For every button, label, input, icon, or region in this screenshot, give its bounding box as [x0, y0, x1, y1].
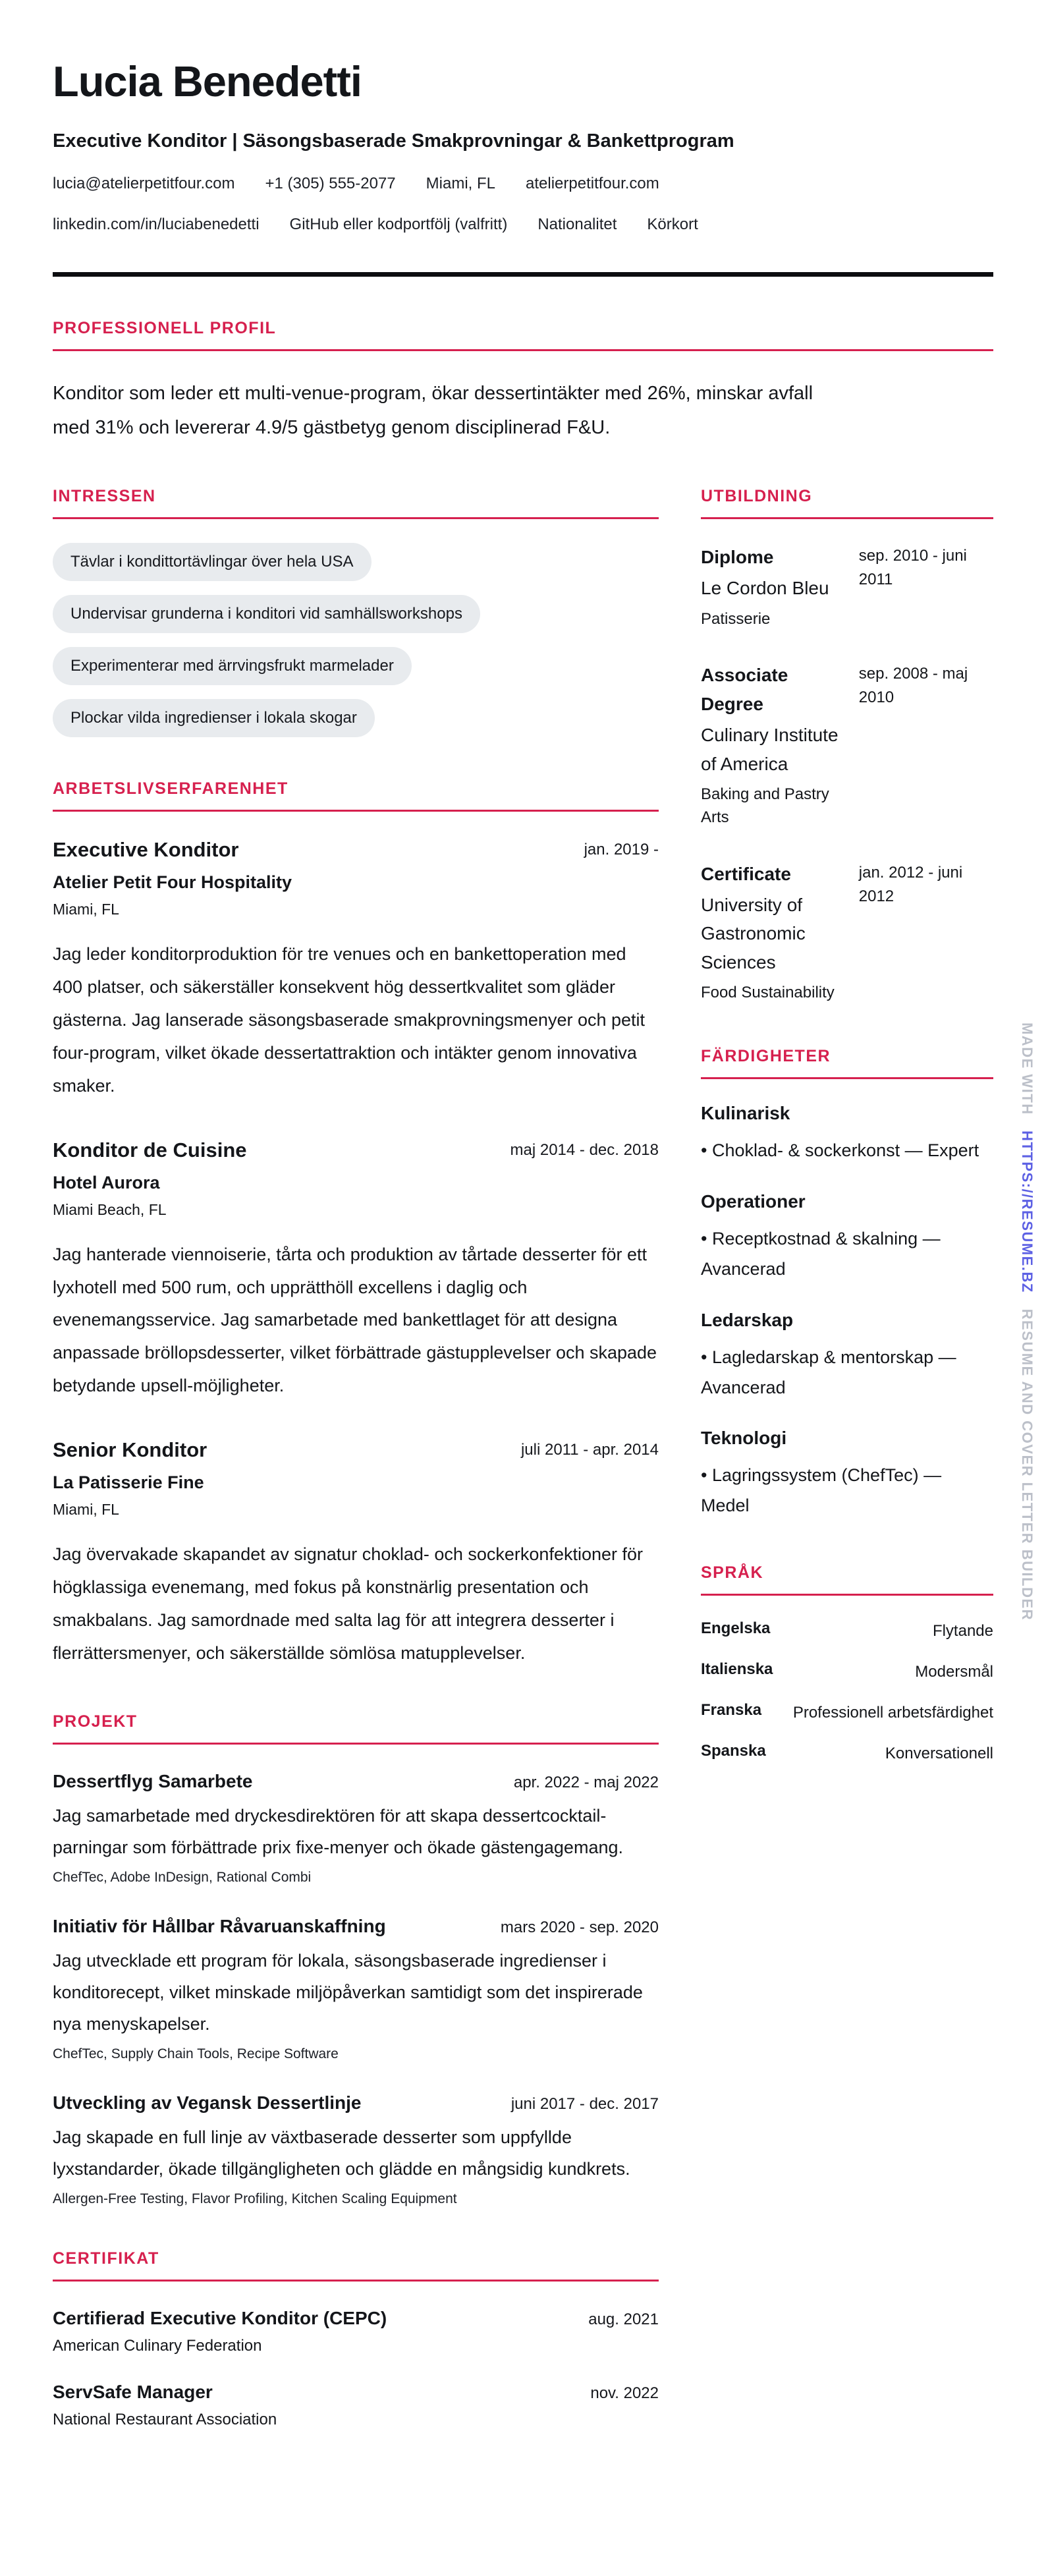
skill-group	[701, 1428, 993, 1521]
certificate-title: ServSafe Manager	[53, 2382, 213, 2403]
interest-pills	[53, 543, 659, 737]
columns	[53, 487, 993, 2455]
interest-pill: Experimenterar med ärrvingsfrukt marmelader	[53, 647, 412, 685]
education-entry	[701, 543, 993, 631]
section-rule	[53, 810, 659, 812]
language-row	[701, 1742, 993, 1766]
contact-item: lucia@atelierpetitfour.com	[53, 174, 235, 192]
section-rule	[53, 517, 659, 519]
job-description: Jag hanterade viennoiserie, tårta och produktion av tårtade desserter för ett lyxhotell med 500 rum, och upprätthöll excellens i daglig och evenemangsservice. Jag samarbetade med bankettlaget för att designa anpassade bröllopsdesserter, vilket förbättrade gästupplevelser och skapade betydande upsell-möjligheter.	[53, 1244, 657, 1396]
education-dates: sep. 2008 - maj 2010	[858, 665, 968, 707]
job-entry	[53, 838, 659, 1103]
section-education	[701, 487, 993, 1005]
certificate-title: Certifierad Executive Konditor (CEPC)	[53, 2308, 387, 2329]
project-title: Initiativ för Hållbar Råvaruanskaffning	[53, 1916, 386, 1937]
job-header-row	[53, 1438, 659, 1462]
contact-item: linkedin.com/in/luciabenedetti	[53, 215, 260, 233]
language-row	[701, 1619, 993, 1643]
section-interests	[53, 487, 659, 737]
section-rule	[53, 2280, 659, 2282]
education-school: Le Cordon Bleu	[701, 578, 829, 599]
skill-category: Ledarskap	[701, 1309, 794, 1330]
contact-item: GitHub eller kodportfölj (valfritt)	[289, 215, 508, 233]
skill-group	[701, 1191, 993, 1285]
job-company: Atelier Petit Four Hospitality	[53, 872, 292, 892]
project-dates: apr. 2022 - maj 2022	[513, 1774, 659, 1791]
certificate-header-row	[53, 2382, 659, 2403]
job-entry	[53, 1438, 659, 1670]
job-list	[53, 838, 659, 1670]
job-location: Miami, FL	[53, 900, 119, 918]
language-row	[701, 1701, 993, 1725]
contact-item: Miami, FL	[426, 174, 495, 192]
certificate-list	[53, 2308, 659, 2429]
education-field: Patisserie	[701, 609, 771, 628]
language-name: Franska	[701, 1701, 762, 1720]
language-list	[701, 1619, 993, 1766]
watermark-prefix: MADE WITH	[1019, 1022, 1035, 1115]
certificate-entry	[53, 2308, 659, 2355]
project-description: Jag skapade en full linje av växtbaserade desserter som uppfyllde lyxstandarder, ökade tillgängligheten och glädde en mångsidig kundkrets.	[53, 2127, 630, 2179]
profile-text: Konditor som leder ett multi-venue-program, ökar dessertintäkter med 26%, minskar avfall med 31% och levererar 4.9/5 gästbetyg genom disciplinerad F&U.	[53, 382, 813, 438]
watermark-suffix: RESUME AND COVER LETTER BUILDER	[1019, 1308, 1035, 1621]
education-dates: jan. 2012 - juni 2012	[858, 863, 963, 905]
project-description: Jag utvecklade ett program för lokala, säsongsbaserade ingredienser i konditorecept, vilket minskade miljöpåverkan samtidigt som det inspirerade nya menyskapelser.	[53, 1951, 643, 2034]
skill-list	[701, 1103, 993, 1521]
education-row	[701, 543, 993, 631]
person-name: Lucia Benedetti	[53, 57, 362, 105]
certificate-entry	[53, 2382, 659, 2429]
builder-watermark	[1018, 1022, 1035, 1621]
project-list	[53, 1771, 659, 2207]
job-header-row	[53, 1138, 659, 1162]
education-main	[701, 543, 843, 631]
education-entry	[701, 860, 993, 1005]
skill-item: • Choklad- & sockerkonst — Expert	[701, 1136, 993, 1166]
project-title: Utveckling av Vegansk Dessertlinje	[53, 2092, 362, 2114]
project-dates: mars 2020 - sep. 2020	[500, 1918, 659, 1937]
job-company: Hotel Aurora	[53, 1172, 160, 1192]
section-heading-projects: PROJEKT	[53, 1712, 138, 1731]
section-skills	[701, 1047, 993, 1521]
section-rule	[53, 349, 993, 351]
section-profile	[53, 319, 993, 445]
education-field: Baking and Pastry Arts	[701, 785, 829, 826]
education-row	[701, 661, 993, 829]
job-title: Konditor de Cuisine	[53, 1138, 247, 1162]
certificate-issuer: American Culinary Federation	[53, 2337, 262, 2355]
skill-item: • Lagringssystem (ChefTec) — Medel	[701, 1461, 993, 1521]
certificate-header-row	[53, 2308, 659, 2329]
section-rule	[53, 1743, 659, 1745]
skill-category: Operationer	[701, 1190, 806, 1212]
project-header-row	[53, 1771, 659, 1792]
project-tools: Allergen-Free Testing, Flavor Profiling, Kitchen Scaling Equipment	[53, 2191, 457, 2207]
contact-item: Nationalitet	[537, 215, 617, 233]
right-column	[701, 487, 993, 1783]
section-rule	[701, 1594, 993, 1596]
skill-category: Kulinarisk	[701, 1102, 790, 1123]
watermark-brand-link: HTTPS://RESUME.BZ	[1019, 1131, 1035, 1293]
skill-group	[701, 1310, 993, 1403]
section-heading-languages: SPRÅK	[701, 1563, 764, 1582]
education-entry	[701, 661, 993, 829]
skill-category: Teknologi	[701, 1428, 787, 1449]
job-description: Jag leder konditorproduktion för tre venues och en bankettoperation med 400 platser, och säkerställer konsekvent hög dessertkvalitet som gläder gästerna. Jag lanserade säsongsbaserade smakprovningsmenyer och petit four-program, vilket ökade dessertattraktion och intäkter genom innovativa smaker.	[53, 943, 646, 1096]
language-level: Konversationell	[885, 1745, 993, 1763]
job-company: La Patisserie Fine	[53, 1472, 204, 1493]
project-title: Dessertflyg Samarbete	[53, 1771, 253, 1791]
project-entry	[53, 2092, 659, 2207]
section-heading-skills: FÄRDIGHETER	[701, 1046, 831, 1065]
section-projects	[53, 1712, 659, 2207]
left-column	[53, 487, 659, 2455]
section-rule	[701, 1077, 993, 1079]
interest-pill: Undervisar grunderna i konditori vid samhällsworkshops	[53, 595, 480, 633]
header-divider	[53, 272, 993, 277]
skill-item: • Lagledarskap & mentorskap — Avancerad	[701, 1343, 993, 1403]
job-location: Miami Beach, FL	[53, 1200, 167, 1218]
section-experience	[53, 779, 659, 1670]
resume-header	[53, 58, 993, 277]
section-heading-education: UTBILDNING	[701, 486, 813, 505]
language-level: Flytande	[932, 1622, 993, 1640]
job-dates: juli 2011 - apr. 2014	[520, 1441, 659, 1459]
language-row	[701, 1660, 993, 1684]
education-dates: sep. 2010 - juni 2011	[858, 546, 967, 588]
job-dates: maj 2014 - dec. 2018	[510, 1140, 659, 1159]
certificate-date: nov. 2022	[590, 2384, 659, 2403]
section-certificates	[53, 2249, 659, 2429]
education-degree: Certificate	[701, 863, 791, 884]
certificate-date: aug. 2021	[588, 2310, 659, 2329]
project-header-row	[53, 1916, 659, 1937]
interest-pill: Plockar vilda ingredienser i lokala skogar	[53, 699, 375, 737]
person-title: Executive Konditor | Säsongsbaserade Smakprovningar & Bankettprogram	[53, 130, 734, 152]
job-description: Jag övervakade skapandet av signatur choklad- och sockerkonfektioner för högklassiga evenemang, med fokus på konstnärlig presentation och smakbalans. Jag samordnade med salta lag för att integrera desserter i flerrättersmenyer, och säkerställde sömlösa matupplevelser.	[53, 1544, 644, 1664]
certificate-issuer: National Restaurant Association	[53, 2411, 277, 2429]
job-title: Executive Konditor	[53, 837, 239, 861]
skill-group	[701, 1103, 993, 1166]
education-main	[701, 860, 843, 1005]
section-languages	[701, 1563, 993, 1766]
project-entry	[53, 1916, 659, 2062]
contact-item: Körkort	[647, 215, 698, 233]
project-dates: juni 2017 - dec. 2017	[510, 2095, 659, 2114]
education-school: Culinary Institute of America	[701, 725, 839, 774]
project-entry	[53, 1771, 659, 1886]
education-degree: Diplome	[701, 546, 774, 567]
skill-item: • Receptkostnad & skalning — Avancerad	[701, 1224, 993, 1285]
project-tools: ChefTec, Supply Chain Tools, Recipe Software	[53, 2046, 339, 2062]
education-school: University of Gastronomic Sciences	[701, 895, 806, 972]
language-name: Italienska	[701, 1660, 773, 1679]
education-main	[701, 661, 843, 829]
contact-row-1	[53, 175, 993, 193]
job-entry	[53, 1138, 659, 1403]
interest-pill: Tävlar i kondittortävlingar över hela USA	[53, 543, 372, 581]
section-rule	[701, 517, 993, 519]
language-name: Spanska	[701, 1742, 766, 1760]
job-location: Miami, FL	[53, 1501, 119, 1519]
section-heading-interests: INTRESSEN	[53, 486, 156, 505]
education-list	[701, 543, 993, 1005]
job-title: Senior Konditor	[53, 1438, 207, 1462]
section-heading-experience: ARBETSLIVSERFARENHET	[53, 779, 289, 798]
project-header-row	[53, 2092, 659, 2114]
project-tools: ChefTec, Adobe InDesign, Rational Combi	[53, 1870, 312, 1886]
education-field: Food Sustainability	[701, 984, 835, 1002]
education-degree: Associate Degree	[701, 665, 788, 714]
section-heading-certificates: CERTIFIKAT	[53, 2249, 159, 2268]
section-heading-profile: PROFESSIONELL PROFIL	[53, 318, 277, 337]
language-name: Engelska	[701, 1619, 771, 1638]
education-row	[701, 860, 993, 1005]
job-dates: jan. 2019 -	[584, 840, 659, 858]
contact-item: +1 (305) 555-2077	[265, 174, 396, 192]
contact-item: atelierpetitfour.com	[526, 174, 659, 192]
job-header-row	[53, 838, 659, 862]
project-description: Jag samarbetade med dryckesdirektören för att skapa dessertcocktail-parningar som förbättrade prix fixe-menyer och ökade gästengagemang.	[53, 1806, 623, 1858]
language-level: Modersmål	[915, 1663, 993, 1681]
contact-row-2	[53, 215, 993, 234]
language-level: Professionell arbetsfärdighet	[792, 1704, 993, 1722]
